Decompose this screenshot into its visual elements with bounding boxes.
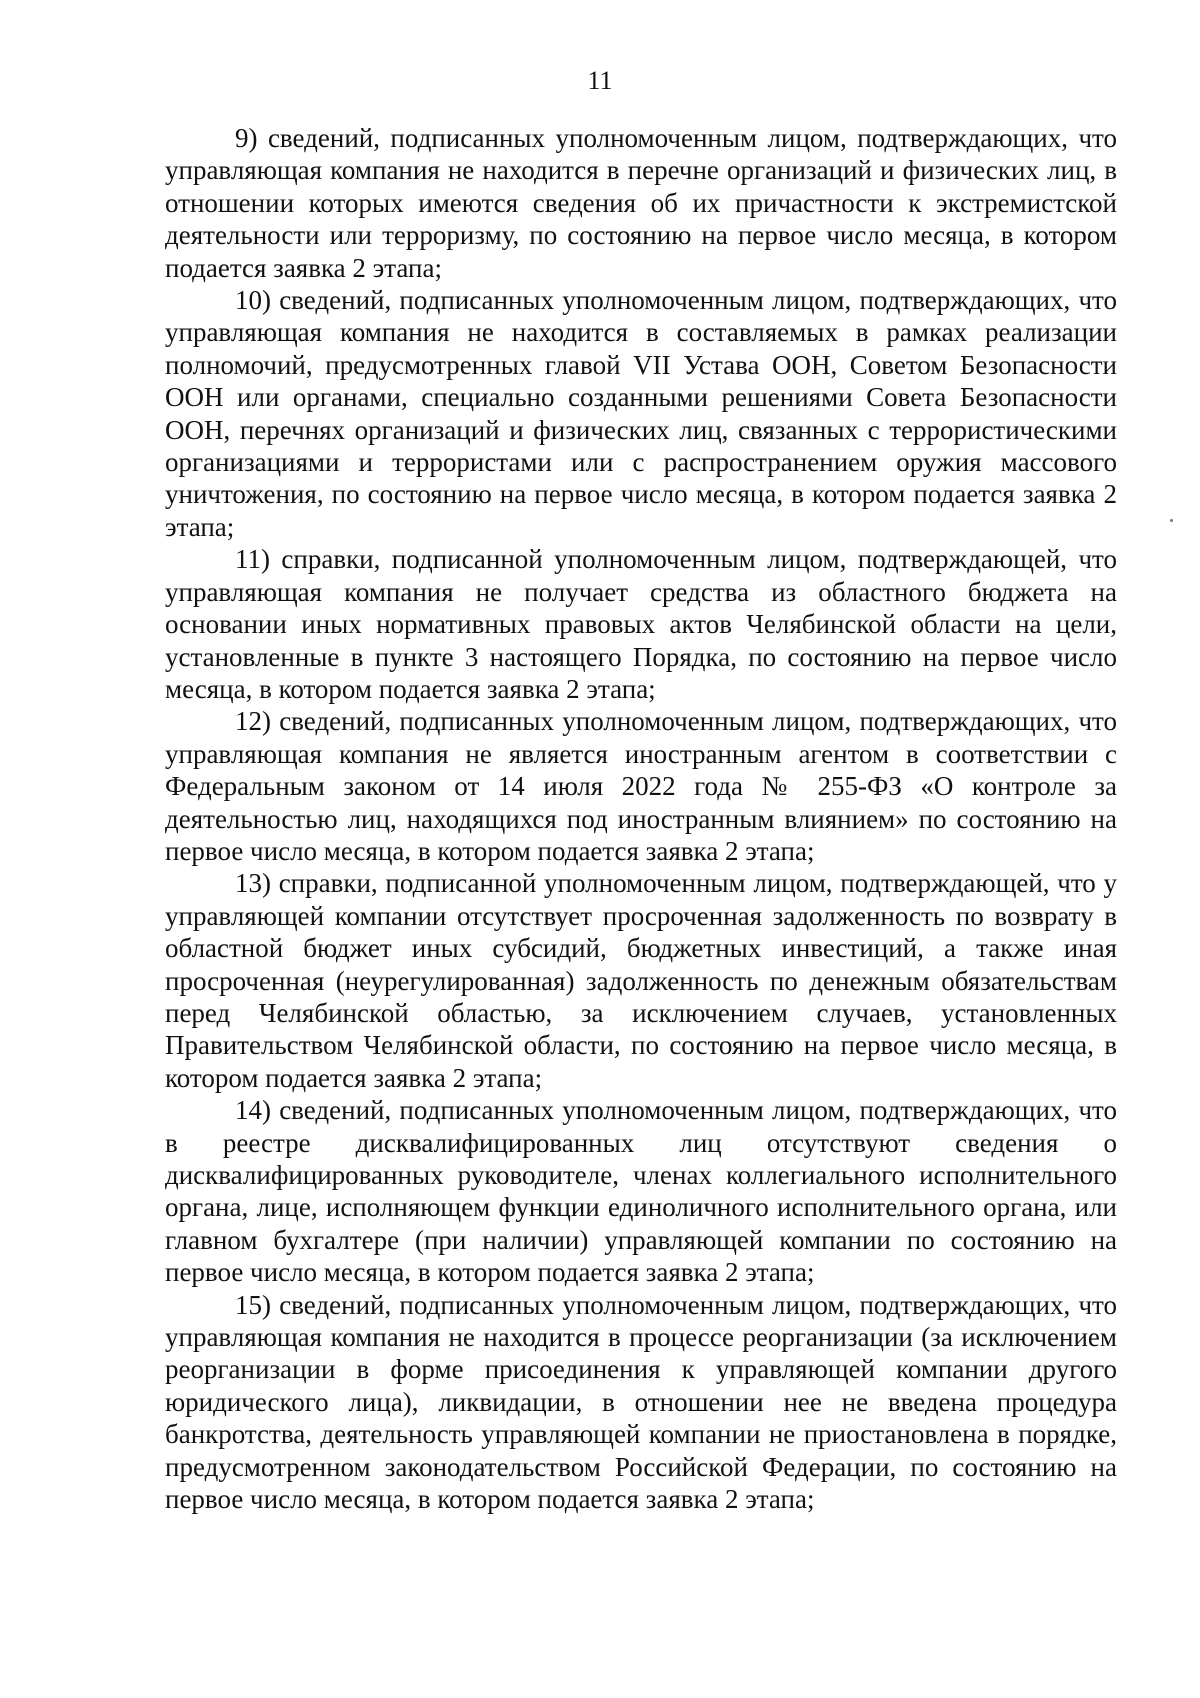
paragraph-item-12: 12) сведений, подписанных уполномоченным лицом, подтверждающих, что управляющая компания не является иностранным агентом в соответствии с Федеральным законом от 14 июля 2022 года № 255-ФЗ «О контроле за деятельностью лиц, находящихся под иностранным влиянием» по состоянию на первое число месяца, в котором подается заявка 2 этапа; [165, 706, 1117, 866]
paragraph-item-9: 9) сведений, подписанных уполномоченным лицом, подтверждающих, что управляющая компания не находится в перечне организаций и физических лиц, в отношении которых имеются сведения об их причастности к экстремистской деятельности или терроризму, по состоянию на первое число месяца, в котором подается заявка 2 этапа; [165, 123, 1117, 283]
paragraph-item-10: 10) сведений, подписанных уполномоченным лицом, подтверждающих, что управляющая компания не находится в составляемых в рамках реализации полномочий, предусмотренных главой VII Устава ООН, Советом Безопасности ООН или органами, специально созданными решениями Совета Безопасности ООН, перечнях организаций и физических лиц, связанных с террористическими организациями и террористами или с распространением оружия массового уничтожения, по состоянию на первое число месяца, в котором подается заявка 2 этапа; [165, 285, 1117, 542]
paragraph-item-15: 15) сведений, подписанных уполномоченным лицом, подтверждающих, что управляющая компания не находится в процессе реорганизации (за исключением реорганизации в форме присоединения к управляющей компании другого юридического лица), ликвидации, в отношении нее не введена процедура банкротства, деятельность управляющей компании не приостановлена в порядке, предусмотренном законодательством Российской Федерации, по состоянию на первое число месяца, в котором подается заявка 2 этапа; [165, 1289, 1117, 1515]
paragraph-item-13: 13) справки, подписанной уполномоченным лицом, подтверждающей, что у управляющей компании отсутствует просроченная задолженность по возврату в областной бюджет иных субсидий, бюджетных инвестиций, а также иная просроченная (неурегулированная) задолженность по денежным обязательствам перед Челябинской областью, за исключением случаев, установленных Правительством Челябинской области, по состоянию на первое число месяца, в котором подается заявка 2 этапа; [165, 868, 1117, 1093]
paragraph-item-14: 14) сведений, подписанных уполномоченным лицом, подтверждающих, что в реестре дисквалифицированных лиц отсутствуют сведения о дисквалифицированных руководителе, членах коллегиального исполнительного органа, лице, исполняющем функции единоличного исполнительного органа, или главном бухгалтере (при наличии) управляющей компании по состоянию на первое число месяца, в котором подается заявка 2 этапа; [165, 1095, 1117, 1288]
document-body [165, 122, 1117, 1515]
paragraph-item-11: 11) справки, подписанной уполномоченным лицом, подтверждающей, что управляющая компания не получает средства из областного бюджета на основании иных нормативных правовых актов Челябинской области на цели, установленные в пункте 3 настоящего Порядка, по состоянию на первое число месяца, в котором подается заявка 2 этапа; [165, 544, 1117, 704]
page-number: 11 [587, 66, 613, 95]
scan-speck [1170, 519, 1173, 522]
